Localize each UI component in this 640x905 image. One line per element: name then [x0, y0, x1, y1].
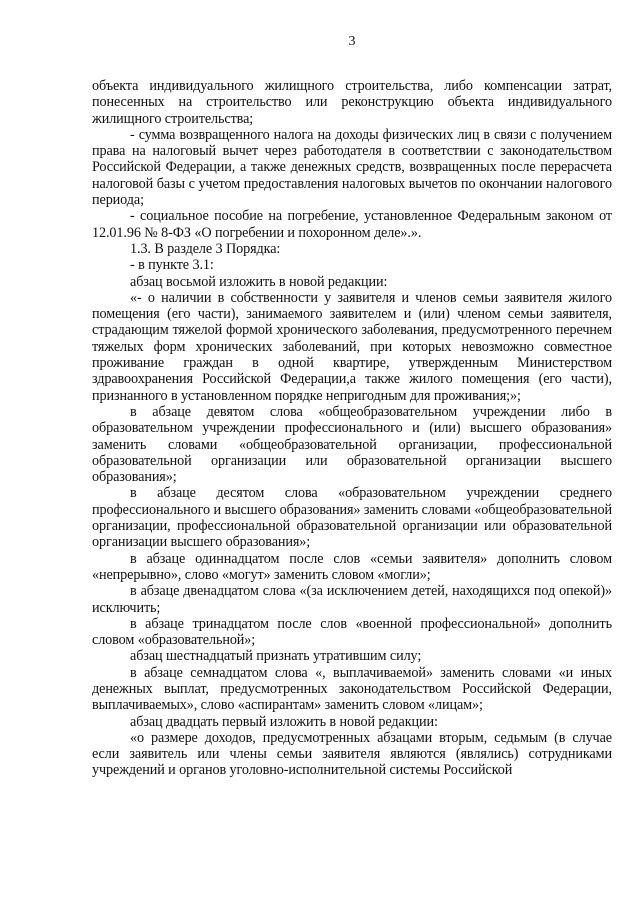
paragraph: в абзаце тринадцатом после слов «военной профессиональной» дополнить словом «образовательной»;: [92, 615, 612, 649]
paragraph: абзац двадцать первый изложить в новой редакции:: [130, 713, 438, 730]
document-page: [92, 34, 612, 779]
paragraph: объекта индивидуального жилищного строительства, либо компенсации затрат, понесенных на строительство или реконструкцию объекта индивидуального жилищного строительства;: [92, 78, 612, 127]
paragraph: 1.3. В разделе 3 Порядка:: [130, 240, 281, 257]
paragraph: абзац шестнадцатый признать утратившим силу;: [130, 648, 422, 665]
paragraph: «о размере доходов, предусмотренных абзацами вторым, седьмым (в случае если заявитель или члены семьи заявителя являются (являлись) сотрудниками учреждений и органов уголовно-исполнительной системы Российской: [92, 729, 612, 779]
paragraph: в абзаце десятом слова «образовательном учреждении среднего профессионального и высшего образования» заменить словами «общеобразовательной организации, профессиональной образовательной организации или образовательной организации высшего образования»;: [92, 485, 612, 551]
page-number: 3: [348, 34, 356, 49]
paragraph: в абзаце семнадцатом слова «, выплачиваемой» заменить словами «и иных денежных выплат, предусмотренных законодательством Российской Федерации, выплачиваемых», слово «аспирантам» заменить словом «лицам»;: [92, 664, 612, 714]
paragraph: в абзаце одиннадцатом после слов «семьи заявителя» дополнить словом «непрерывно», слово «могут» заменить словом «могли»;: [92, 550, 612, 583]
paragraph: в абзаце двенадцатом слова «(за исключением детей, находящихся под опекой)» исключить;: [92, 583, 612, 616]
paragraph: - социальное пособие на погребение, установленное Федеральным законом от 12.01.96 № 8-ФЗ «О погребении и похоронном деле».».: [92, 208, 612, 241]
paragraph: «- о наличии в собственности у заявителя и членов семьи заявителя жилого помещения (его части), занимаемого заявителем и (или) членом семьи заявителя, страдающим тяжелой формой хронического заболевания, предусмотренного перечнем тяжелых форм хронических заболеваний, при которых невозможно совместное проживание граждан в одной квартире, утвержденным Министерством здравоохранения Российской Федерации,а также жилого помещения (его части), признанного в установленном порядке непригодным для проживания;»;: [92, 289, 612, 404]
paragraph: - сумма возвращенного налога на доходы физических лиц в связи с получением права на налоговый вычет через работодателя в соответствии с законодательством Российской Федерации, а также денежных средств, возвращенных после перерасчета налоговой базы с учетом предоставления налоговых вычетов по окончании налогового периода;: [92, 126, 612, 209]
paragraph: - в пункте 3.1:: [130, 257, 214, 274]
paragraph: в абзаце девятом слова «общеобразовательном учреждении либо в образовательном учреждении профессионального и (или) высшего образования» заменить словами «общеобразовательной организации, профессиональной образовательной организации или образовательной организации высшего образования»;: [92, 403, 612, 486]
paragraph: абзац восьмой изложить в новой редакции:: [130, 273, 388, 290]
